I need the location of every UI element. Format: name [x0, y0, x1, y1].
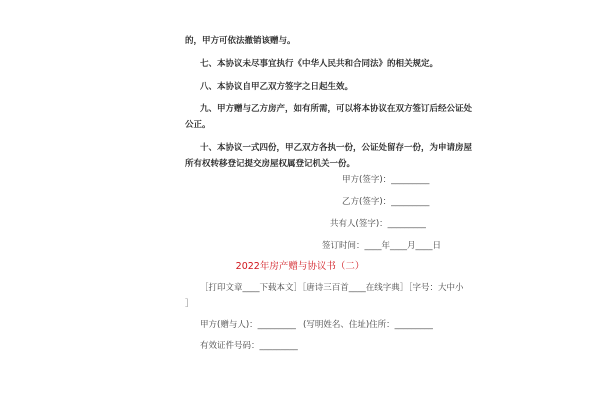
donor-address-field: (写明姓名、住址)住所：_________	[303, 320, 433, 330]
toolbar-note-line-2: ］	[185, 299, 194, 309]
clause-10-line-2: 所有权转移登记提交房屋权属登记机关一份。	[185, 159, 356, 169]
clause-9-line-1: 九、甲方赠与乙方房产，如有所需，可以将本协议在双方签订后经公证处	[200, 104, 473, 114]
toolbar-note-line-1: ［打印文章____下载本文］［唐诗三百首____在线字典］［字号：大中小	[200, 283, 464, 293]
clause-7: 七、本协议未尽事宜执行《中华人民共和合同法》的相关规定。	[200, 59, 439, 69]
signature-party-b: 乙方(签字)：_________	[342, 197, 430, 207]
id-number-field: 有效证件号码：_________	[200, 341, 298, 351]
clause-10-line-1: 十、本协议一式四份，甲乙双方各执一份，公证处留存一份，为申请房屋	[200, 143, 473, 153]
clause-6-tail: 的，甲方可依法撤销该赠与。	[185, 36, 296, 46]
clause-8: 八、本协议自甲乙双方签字之日起生效。	[200, 82, 354, 92]
clause-9-line-2: 公正。	[185, 120, 211, 130]
signature-co-owner: 共有人(签字)：_________	[330, 219, 426, 229]
donor-field: 甲方(赠与人)：_________	[200, 320, 296, 330]
document-title: 2022年房产赠与协议书（二）	[235, 261, 365, 272]
signature-party-a: 甲方(签字)：_________	[342, 175, 430, 185]
signing-date: 签订时间：____年____月____日	[322, 241, 442, 251]
